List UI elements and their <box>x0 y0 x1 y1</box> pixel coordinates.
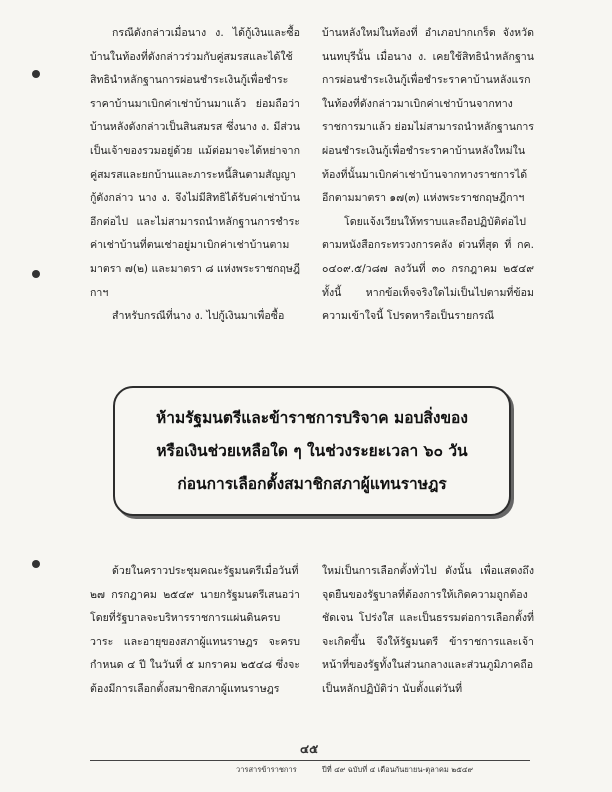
headline-box <box>113 386 511 516</box>
headline-line-3: ก่อนการเลือกตั้งสมาชิกสภาผู้แทนราษฎร <box>177 474 447 493</box>
bottom-left-paragraph-1: ด้วยในคราวประชุมคณะรัฐมนตรีเมื่อวันที่ ๒๗ กรกฎาคม ๒๕๔๙ นายกรัฐมนตรีเสนอว่า โดยที่รัฐบาลจะบริหารราชการแผ่นดินครบวาระ และอายุของสภาผู้แทนราษฎร จะครบกำหนด ๔ ปี ในวันที่ ๕ มกราคม ๒๕๔๘ ซึ่งจะต้องมีการเลือกตั้งสมาชิกสภาผู้แทนราษฎร <box>90 565 300 695</box>
bottom-right-paragraph-1: ใหม่เป็นการเลือกตั้งทั่วไป ดังนั้น เพื่อแสดงถึงจุดยืนของรัฐบาลที่ต้องการให้เกิดความถูกต้อง ชัดเจน โปร่งใส และเป็นธรรมต่อการเลือกตั้งที่จะเกิดขึ้น จึงให้รัฐมนตรี ข้าราชการและเจ้าหน้าที่ของรัฐทั้งในส่วนกลางและส่วนภูมิภาคถือเป็นหลักปฏิบัติว่า นับตั้งแต่วันที่ <box>322 565 534 695</box>
top-right-paragraph-1: บ้านหลังใหม่ในท้องที่ อำเภอปากเกร็ด จังหวัดนนทบุรีนั้น เมื่อนาง ง. เคยใช้สิทธินำหลักฐานการผ่อนชำระเงินกู้เพื่อชำระราคาบ้านหลังแรกในท้องที่ดังกล่าวมาเบิกค่าเช่าบ้านจากทางราชการมาแล้ว ย่อมไม่สามารถนำหลักฐานการผ่อนชำระเงินกู้เพื่อชำระราคาบ้านหลังใหม่ในท้องที่นั้นมาเบิกค่าเช่าบ้านจากทางราชการได้อีกตามมาตรา ๑๗(๓) แห่งพระราชกฤษฎีกาฯ <box>322 27 534 205</box>
top-left-paragraph-1: กรณีดังกล่าวเมื่อนาง ง. ได้กู้เงินและซื้อบ้านในท้องที่ดังกล่าวร่วมกับคู่สมรสและได้ใช้สิทธินำหลักฐานการผ่อนชำระเงินกู้เพื่อชำระราคาบ้านมาเบิกค่าเช่าบ้านมาแล้ว ย่อมถือว่าบ้านหลังดังกล่าวเป็นสินสมรส ซึ่งนาง ง. มีส่วนเป็นเจ้าของรวมอยู่ด้วย แม้ต่อมาจะได้หย่าจากคู่สมรสและยกบ้านและภาระหนี้สินตามสัญญากู้ดังกล่าว นาง ง. จึงไม่มีสิทธิได้รับค่าเช่าบ้านอีกต่อไป และไม่สามารถนำหลักฐานการชำระค่าเช่าบ้านที่ตนเช่าอยู่มาเบิกค่าเช่าบ้านตามมาตรา ๗(๒) และมาตรา ๘ แห่งพระราชกฤษฎีกาฯ <box>90 27 300 299</box>
binding-hole-dot <box>32 70 40 78</box>
bottom-right-column <box>322 560 534 702</box>
top-right-column <box>322 22 534 329</box>
footer-journal-name: วารสารข้าราชการ <box>236 765 297 774</box>
bottom-left-column <box>90 560 300 702</box>
binding-hole-dot <box>32 560 40 568</box>
top-left-column <box>90 22 300 329</box>
footer-issue-info: ปีที่ ๔๙ ฉบับที่ ๔ เดือนกันยายน-ตุลาคม ๒๕๔๙ <box>322 765 474 774</box>
headline-line-2: หรือเงินช่วยเหลือใด ๆ ในช่วงระยะเวลา ๖๐ วัน <box>156 441 468 460</box>
footer-rule <box>90 760 530 761</box>
binding-hole-dot <box>32 270 40 278</box>
top-right-paragraph-2: โดยแจ้งเวียนให้ทราบและถือปฏิบัติต่อไป ตามหนังสือกระทรวงการคลัง ด่วนที่สุด ที่ กค. ๐๔๐๙.๕/ว๘๗ ลงวันที่ ๓๐ กรกฎาคม ๒๕๔๙ ทั้งนี้ หากข้อเท็จจริงใดไม่เป็นไปตามที่ข้อมความเข้าใจนี้ โปรดหารือเป็นรายกรณี <box>322 215 534 323</box>
top-left-paragraph-2: สำหรับกรณีที่นาง ง. ไปกู้เงินมาเพื่อซื้อ <box>112 310 285 323</box>
page-number: ๔๕ <box>300 742 319 756</box>
headline-line-1: ห้ามรัฐมนตรีและข้าราชการบริจาค มอบสิ่งของ <box>156 408 468 427</box>
